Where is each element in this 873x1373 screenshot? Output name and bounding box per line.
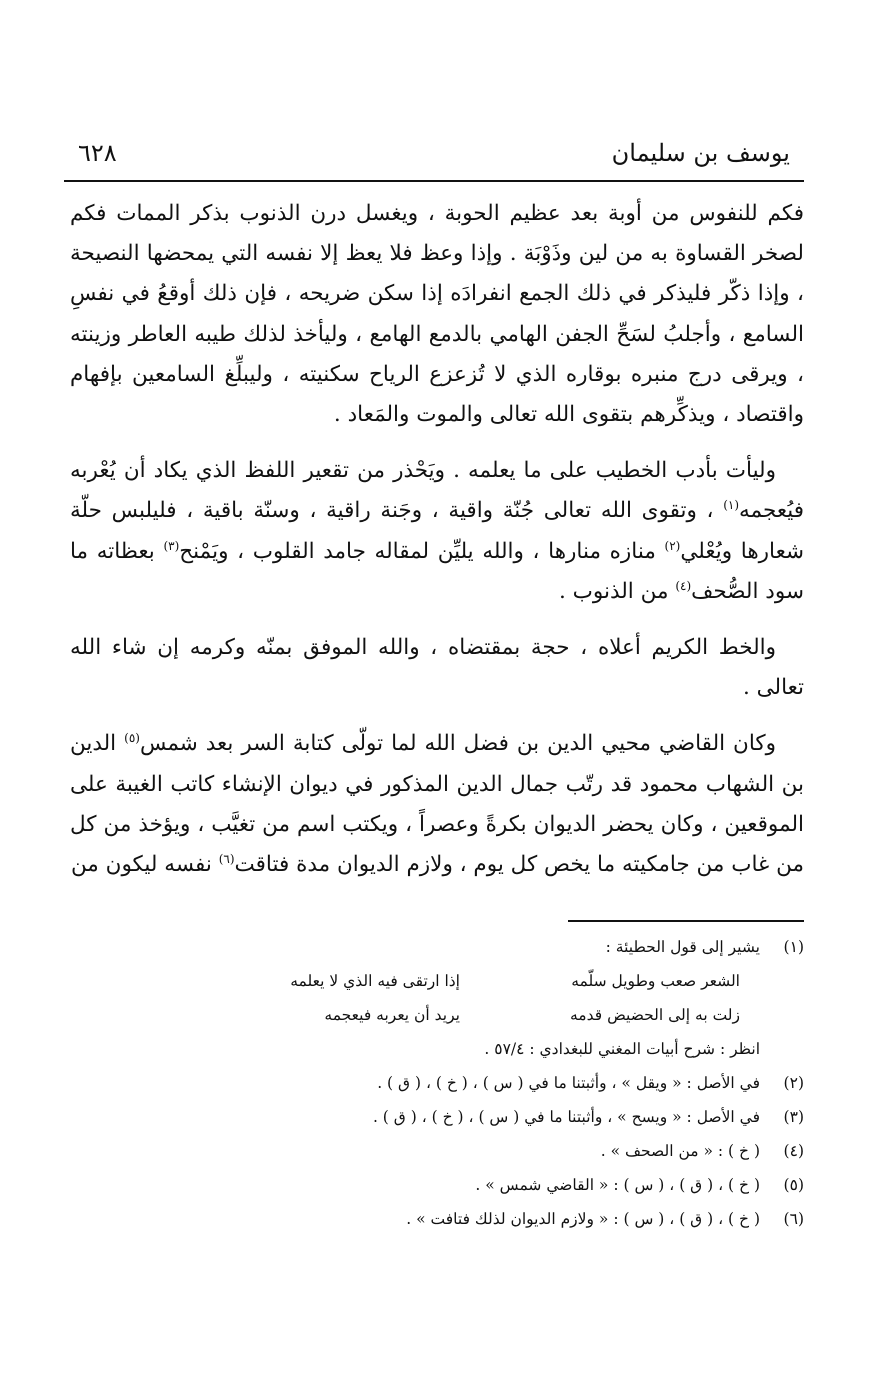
paragraph-text: وليأت بأدب الخطيب على ما يعلمه . ويَحْذر من تقعير اللفظ الذي يكاد أن يُعْربه فيُعجمه (70, 458, 804, 524)
footnote-text: يشير إلى قول الحطيئة : (605, 938, 760, 956)
paragraph-text: الدين بن الشهاب محمود قد رتّب جمال الدين المذكور في ديوان الإنشاء كاتب الغيبة على الموقعين ، وكان يحضر الديوان بكرةً وعصراً ، ويكتب اسم من تغيَّب ، ويؤخذ من كل من غاب من جامكيته ما يخص كل يوم ، ولازم الديوان مدة فتاقت (70, 731, 804, 878)
footnote-number: (٣) (783, 1108, 804, 1126)
footnote-text: ( خ ) ، ( ق ) ، ( س ) : « ولازم الديوان لذلك فتافت » . (406, 1210, 760, 1228)
page-number: ٦٢٨ (78, 139, 117, 167)
paragraph-text: منازه منارها ، والله يليِّن لمقاله جامد القلوب ، ويَمْنح (179, 538, 656, 564)
footnote-ref-6: (٦) (218, 851, 235, 866)
footnote-number: (١) (783, 938, 804, 956)
paragraph-3 (70, 628, 804, 708)
footnote-1 (120, 930, 804, 964)
footnote-text: انظر : شرح أبيات المغني للبغدادي : ٥٧/٤ . (484, 1040, 760, 1058)
footnote-text: ( خ ) : « من الصحف » . (600, 1142, 760, 1160)
paragraph-text: والخط الكريم أعلاه ، حجة بمقتضاه ، والله الموفق بمنّه وكرمه إن شاء الله تعالى . (70, 635, 804, 701)
footnote-number: (٦) (783, 1210, 804, 1228)
footnote-1-source (120, 1032, 804, 1066)
paragraph-text: وكان القاضي محيي الدين بن فضل الله لما تولّى كتابة السر بعد شمس (139, 731, 776, 757)
verse-line-2 (120, 998, 760, 1032)
footnote-rule (568, 920, 804, 922)
paragraph-text: نفسه ليكون من (70, 852, 212, 878)
footnote-ref-4: (٤) (675, 578, 692, 593)
footnote-5 (120, 1168, 804, 1202)
verse-line-1 (120, 964, 760, 998)
footnote-ref-5: (٥) (124, 731, 140, 746)
footnote-number: (٤) (783, 1142, 804, 1160)
verse-hemistich: الشعر صعب وطويل سلّمه (571, 972, 740, 990)
footnote-ref-2: (٢) (664, 538, 681, 553)
verse-hemistich: زلت به إلى الحضيض قدمه (569, 1006, 740, 1024)
footnotes (120, 930, 804, 1236)
paragraph-text: من الذنوب . (558, 578, 669, 604)
paragraph-text: فكم للنفوس من أوبة بعد عظيم الحوبة ، ويغسل درن الذنوب بذكر الممات فكم لصخر القساوة به من لين وذَوْبَة . وإذا وعظ فلا يعظ إلا نفسه التي يمحضها النصيحة ، وإذا ذكّر فليذكر في ذلك الجمع انفرادَه إذا سكن ضريحه ، فإن ذلك أوقعُ في نفسِ السامع ، وأجلبُ لسَحِّ الجفن الهامي بالدمع الهامع ، وليأخذ لذلك طيبه العاطر وزينته ، ويرقى درج منبره بوقاره الذي لا تُزعزع الرياح سكنيته ، وليبلِّغ السامعين بإفهام واقتصاد ، ويذكِّرهم بتقوى الله تعالى والموت والمَعاد . (70, 201, 805, 428)
footnote-ref-3: (٣) (163, 538, 180, 553)
page-header (64, 138, 804, 178)
footnote-number: (٢) (783, 1074, 804, 1092)
footnote-2 (120, 1066, 804, 1100)
footnote-3 (120, 1100, 804, 1134)
footnote-number: (٥) (783, 1176, 804, 1194)
footnote-text: في الأصل : « ويسح » ، وأثبتنا ما في ( س ) ، ( خ ) ، ( ق ) . (372, 1108, 760, 1126)
footnote-ref-1: (١) (723, 498, 740, 513)
verse-hemistich: يريد أن يعربه فيعجمه (324, 1006, 460, 1024)
paragraph-text: ، وتقوى الله تعالى جُنّة واقية ، وجَنة راقية ، وسنّة باقية ، فليلبس حلّة شعارها ويُعْلي (70, 498, 804, 564)
paragraph-1 (70, 194, 804, 435)
header-rule (64, 180, 804, 182)
paragraph-2 (70, 451, 804, 612)
verse-hemistich: إذا ارتقى فيه الذي لا يعلمه (290, 972, 460, 990)
footnote-6 (120, 1202, 804, 1236)
main-text (70, 194, 804, 901)
running-head: يوسف بن سليمان (611, 139, 790, 167)
paragraph-text: بعظاته ما سود الصُّحف (70, 538, 804, 604)
paragraph-4 (70, 724, 804, 885)
footnote-4 (120, 1134, 804, 1168)
footnote-text: في الأصل : « ويقل » ، وأثبتنا ما في ( س ) ، ( خ ) ، ( ق ) . (377, 1074, 760, 1092)
footnote-text: ( خ ) ، ( ق ) ، ( س ) : « القاضي شمس » . (475, 1176, 760, 1194)
